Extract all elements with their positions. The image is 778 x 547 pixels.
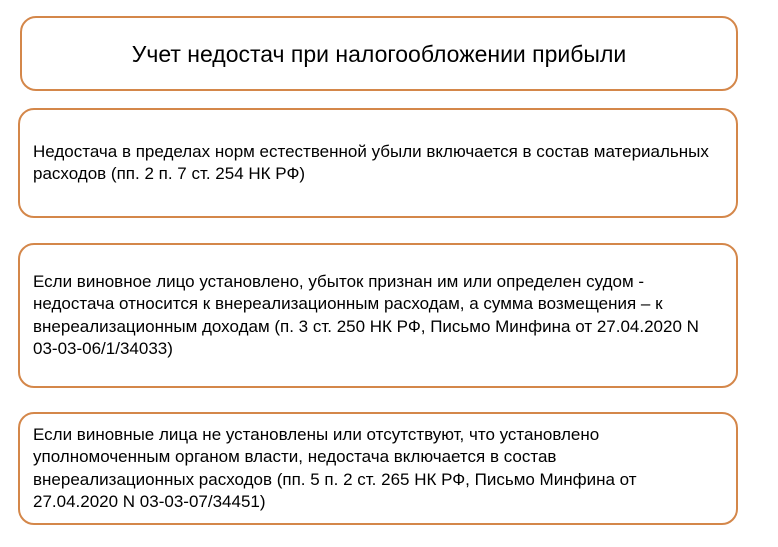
norm-loss-box <box>18 108 738 218</box>
norm-loss-text: Недостача в пределах норм естественной убыли включается в состав материальных расходов (пп. 2 п. 7 ст. 254 НК РФ) <box>33 141 709 183</box>
title-box <box>20 16 738 91</box>
culprit-identified-box <box>18 243 738 388</box>
diagram-title: Учет недостач при налогообложении прибыли <box>131 40 627 67</box>
culprit-unidentified-text: Если виновные лица не установлены или отсутствуют, что установлено уполномоченным органом власти, недостача включается в состав внереализационных расходов (пп. 5 п. 2 ст. 265 НК РФ, Письмо Минфина от 27.04.2020 N 03-03-07/34451) <box>33 424 637 511</box>
culprit-unidentified-box <box>18 412 738 525</box>
culprit-identified-text: Если виновное лицо установлено, убыток признан им или определен судом - недостача относится к внереализационным расходам, а сумма возмещения – к внереализационным доходам (п. 3 ст. 250 НК РФ, Письмо Минфина от 27.04.2020 N 03-03-06/1/34033) <box>33 271 699 358</box>
